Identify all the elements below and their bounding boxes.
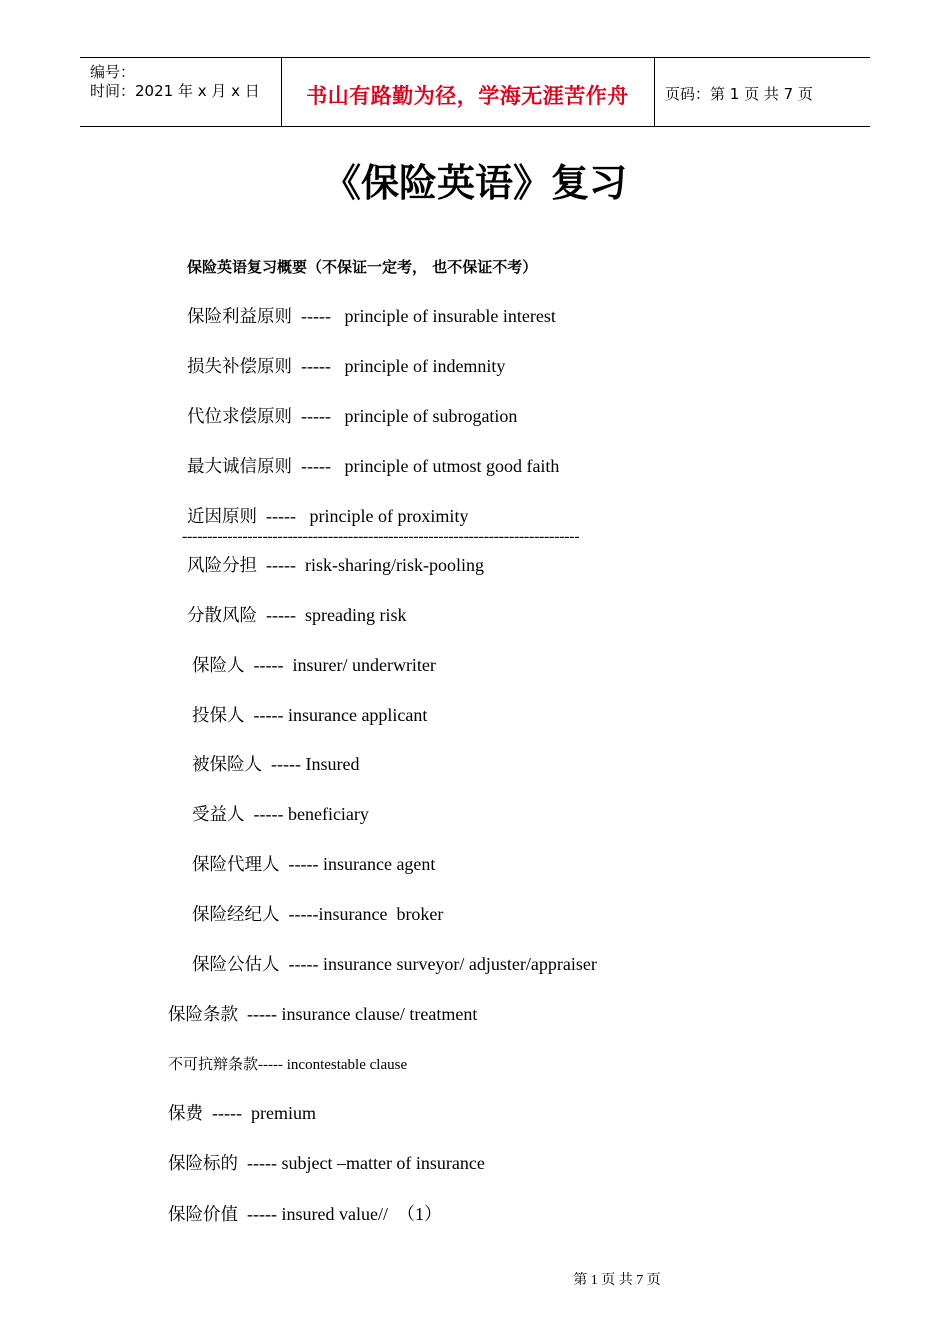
term-entry [192, 751, 359, 776]
term-en: ----- principle of insurable interest [292, 306, 556, 326]
term-en: ----- insurance agent [279, 854, 436, 874]
term-en: ----- risk-sharing/risk-pooling [257, 555, 484, 575]
term-cn: 风险分担 [187, 556, 257, 576]
term-entry [187, 403, 517, 428]
term-en: ----- principle of proximity [257, 506, 469, 526]
term-en: ----- principle of utmost good faith [292, 456, 560, 476]
term-cn: 保险人 [192, 656, 245, 676]
term-entry [187, 503, 468, 528]
term-en: ----- principle of indemnity [292, 356, 506, 376]
dashed-divider: ------------------------------------------------------------------------------- [182, 528, 580, 545]
term-cn: 保费 [168, 1104, 203, 1124]
term-cn: 代位求偿原则 [187, 407, 292, 427]
term-entry [192, 801, 369, 826]
term-en: -----insurance broker [279, 904, 444, 924]
term-cn: 近因原则 [187, 507, 257, 527]
term-en: ----- insured value// （1） [238, 1204, 442, 1224]
term-entry [192, 851, 435, 876]
term-entry [168, 1001, 477, 1026]
term-en: ----- spreading risk [257, 605, 407, 625]
term-en: ----- Insured [262, 754, 360, 774]
term-cn: 保险代理人 [192, 855, 280, 875]
summary-heading: 保险英语复习概要（不保证一定考， 也不保证不考） [187, 258, 538, 276]
date-label: 时间：2021 年 x 月 x 日 [90, 82, 260, 100]
term-cn: 保险标的 [168, 1154, 238, 1174]
term-cn: 分散风险 [187, 606, 257, 626]
header-meta-cell [80, 58, 282, 126]
term-cn: 被保险人 [192, 755, 262, 775]
term-entry [192, 951, 597, 976]
term-cn: 损失补偿原则 [187, 357, 292, 377]
term-entry [187, 602, 406, 627]
term-entry [187, 453, 559, 478]
term-en: ----- subject –matter of insurance [238, 1153, 485, 1173]
term-entry [168, 1200, 442, 1226]
term-cn: 保险公估人 [192, 955, 280, 975]
term-entry [168, 1150, 485, 1175]
page-info: 页码：第 1 页 共 7 页 [665, 85, 813, 103]
term-en: ----- insurance clause/ treatment [238, 1004, 478, 1024]
term-entry [187, 353, 505, 378]
term-cn: 不可抗辩条款 [168, 1055, 259, 1073]
header-motto-cell [281, 58, 655, 126]
term-en: ----- incontestable clause [258, 1057, 408, 1073]
term-en: ----- beneficiary [244, 804, 369, 824]
term-entry [168, 1053, 407, 1074]
page-footer: 第 1 页 共 7 页 [573, 1273, 661, 1288]
term-cn: 保险价值 [168, 1205, 238, 1225]
term-entry [187, 552, 484, 577]
term-cn: 最大诚信原则 [187, 457, 292, 477]
term-cn: 受益人 [192, 805, 245, 825]
term-entry [192, 652, 436, 677]
term-cn: 保险条款 [168, 1005, 238, 1025]
term-en: ----- insurance applicant [244, 705, 428, 725]
page-header [80, 57, 870, 127]
term-entry [192, 702, 427, 727]
term-en: ----- insurer/ underwriter [244, 655, 436, 675]
motto-text: 书山有路勤为径，学海无涯苦作舟 [306, 84, 629, 108]
term-entry [168, 1100, 316, 1125]
term-cn: 投保人 [192, 706, 245, 726]
term-entry [192, 901, 443, 926]
document-title: 《保险英语》复习 [322, 161, 627, 205]
number-label: 编号： [90, 63, 136, 81]
header-page-cell [655, 58, 870, 126]
term-en: ----- premium [203, 1103, 316, 1123]
term-en: ----- principle of subrogation [292, 406, 518, 426]
term-cn: 保险利益原则 [187, 307, 292, 327]
term-entry [187, 303, 556, 328]
term-en: ----- insurance surveyor/ adjuster/appraiser [279, 954, 597, 974]
term-cn: 保险经纪人 [192, 905, 280, 925]
